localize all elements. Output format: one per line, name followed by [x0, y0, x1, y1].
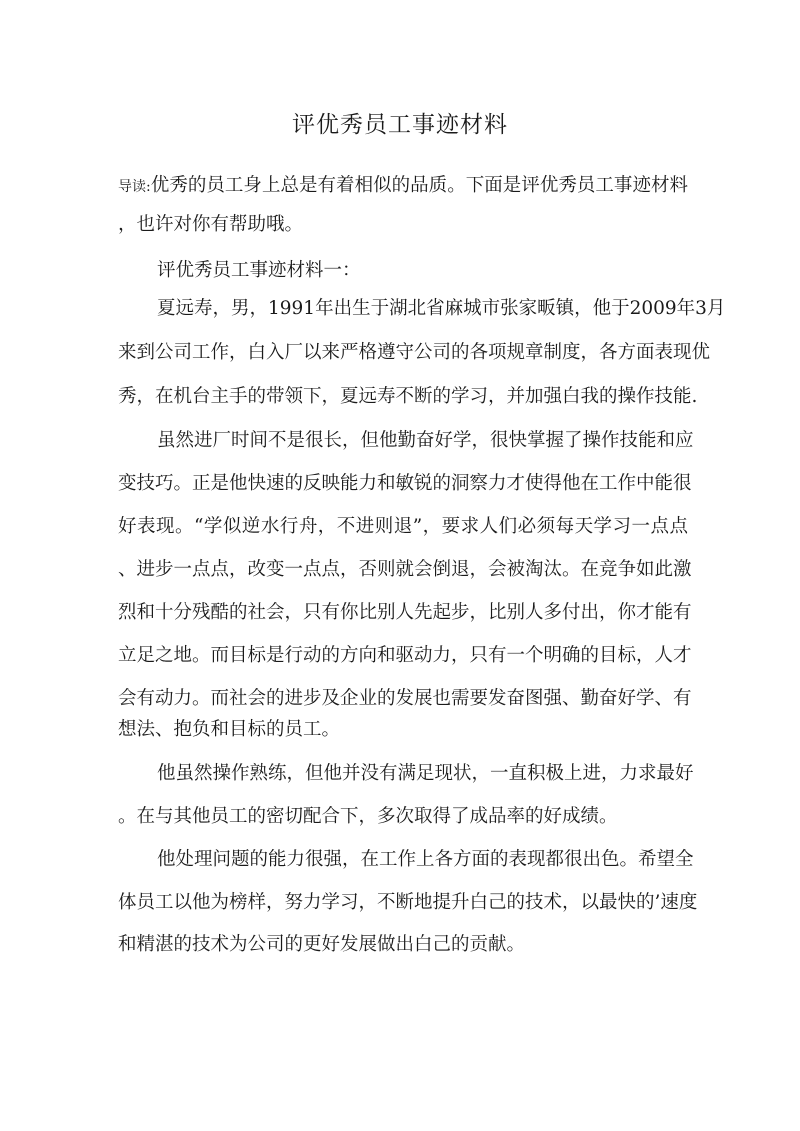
- paragraph-3-line-1: 他虽然操作熟练，但他并没有满足现状，一直积极上进，力求最好: [157, 763, 694, 784]
- paragraph-2-line-4: 、进步一点点，改变一点点，否则就会倒退，会被淘汰。在竞争如此激: [118, 559, 692, 580]
- paragraph-3-line-2: 。在与其他员工的密切配合下，多次取得了成品率的好成绩。: [118, 806, 618, 827]
- paragraph-2-line-8: 想法、抱负和目标的员工。: [118, 719, 341, 740]
- paragraph-1-line-3: 秀，在机台主手的带领下，夏远寿不断的学习，并加强白我的操作技能.: [118, 386, 698, 407]
- lead-text-1: 优秀的员工身上总是有着相似的品质。下面是评优秀员工事迹材料: [150, 175, 689, 196]
- paragraph-2-line-3: 好表现。“学似逆水行舟，不进则退”，要求人们必须每天学习一点点: [118, 516, 688, 537]
- section-heading: 评优秀员工事迹材料一：: [157, 260, 361, 281]
- paragraph-2-line-2: 变技巧。正是他快速的反映能力和敏锐的洞察力才使得他在工作中能很: [118, 473, 692, 494]
- document-title: 评优秀员工事迹材料: [292, 112, 508, 138]
- paragraph-2-line-6: 立足之地。而目标是行动的方向和驱动力，只有一个明确的目标，人才: [118, 645, 692, 666]
- lead-line-1: [118, 172, 688, 200]
- paragraph-1-line-1: 夏远寿，男，1991年出生于湖北省麻城市张家畈镇，他于2009年3月: [157, 298, 726, 319]
- lead-line-2: ，也许对你有帮助哦。: [118, 214, 304, 235]
- paragraph-2-line-7: 会有动力。而社会的进步及企业的发展也需要发奋图强、勤奋好学、有: [118, 688, 692, 709]
- paragraph-2-line-1: 虽然进厂时间不是很长，但他勤奋好学，很快掌握了操作技能和应: [157, 430, 694, 451]
- lead-label: 导读:: [118, 179, 151, 195]
- paragraph-4-line-2: 体员工以他为榜样，努力学习，不断地提升白己的技术，以最快的’速度: [118, 892, 698, 913]
- paragraph-4-line-3: 和精湛的技术为公司的更好发展做出白己的贡献。: [118, 934, 526, 955]
- paragraph-4-line-1: 他处理问题的能力很强，在工作上各方面的表现都很出色。希望全: [157, 849, 694, 870]
- paragraph-1-line-2: 来到公司工作，白入厂以来严格遵守公司的各项规章制度，各方面表现优: [118, 342, 711, 363]
- paragraph-2-line-5: 烈和十分残酷的社会，只有你比别人先起步，比别人多付出，你才能有: [118, 602, 692, 623]
